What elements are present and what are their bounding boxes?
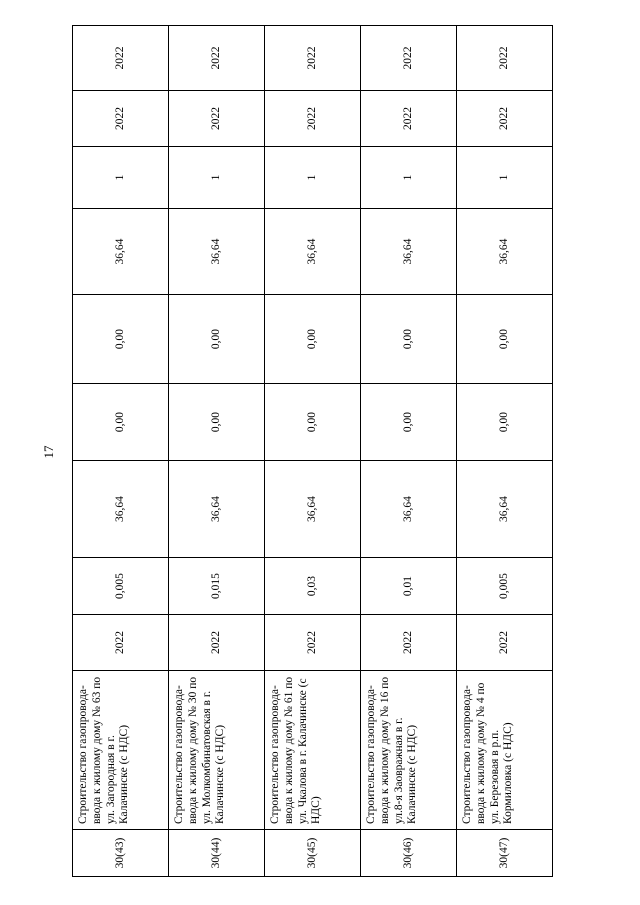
year-a: 2022	[265, 91, 361, 147]
year-a: 2022	[169, 91, 265, 147]
count-value: 1	[73, 147, 169, 209]
table-row	[73, 26, 169, 877]
capacity: 0,01	[361, 558, 457, 615]
object-name: Строительство газопровода-ввода к жилому дому № 61 по ул. Чкалова в г. Калачинске (с НДС)	[265, 671, 361, 830]
sum-value: 36,64	[73, 209, 169, 295]
total-cost: 36,64	[457, 461, 553, 558]
table-row	[361, 26, 457, 877]
table-row	[169, 26, 265, 877]
value-a: 0,00	[457, 384, 553, 461]
value-a: 0,00	[169, 384, 265, 461]
year-start: 2022	[361, 615, 457, 671]
value-b: 0,00	[457, 295, 553, 384]
value-b: 0,00	[361, 295, 457, 384]
rotated-table-container	[72, 26, 553, 877]
year-b: 2022	[73, 26, 169, 91]
page-number: 17	[41, 445, 56, 459]
object-name: Строительство газопровода-ввода к жилому дому № 4 по ул. Березовая в р.п. Кормиловка (с НДС)	[457, 671, 553, 830]
value-b: 0,00	[73, 295, 169, 384]
table-frame	[72, 26, 553, 877]
object-name: Строительство газопровода-ввода к жилому дому № 16 по ул.8-я Заовражная в г. Калачинске (с НДС)	[361, 671, 457, 830]
row-number: 30(43)	[73, 830, 169, 877]
year-a: 2022	[361, 91, 457, 147]
count-value: 1	[169, 147, 265, 209]
value-b: 0,00	[169, 295, 265, 384]
year-b: 2022	[361, 26, 457, 91]
table-body	[73, 26, 553, 877]
year-start: 2022	[73, 615, 169, 671]
total-cost: 36,64	[361, 461, 457, 558]
row-number: 30(44)	[169, 830, 265, 877]
sum-value: 36,64	[265, 209, 361, 295]
capacity: 0,005	[457, 558, 553, 615]
count-value: 1	[361, 147, 457, 209]
object-name: Строительство газопровода-ввода к жилому дому № 63 по ул. Загородная в г. Калачинске (с НДС)	[73, 671, 169, 830]
count-value: 1	[457, 147, 553, 209]
object-name: Строительство газопровода-ввода к жилому дому № 30 по ул. Молкомбинатовская в г. Калачинске (с НДС)	[169, 671, 265, 830]
data-table	[72, 25, 553, 877]
value-b: 0,00	[265, 295, 361, 384]
year-b: 2022	[457, 26, 553, 91]
row-number: 30(46)	[361, 830, 457, 877]
table-row	[265, 26, 361, 877]
year-b: 2022	[169, 26, 265, 91]
sum-value: 36,64	[169, 209, 265, 295]
table-row	[457, 26, 553, 877]
sum-value: 36,64	[457, 209, 553, 295]
total-cost: 36,64	[169, 461, 265, 558]
row-number: 30(45)	[265, 830, 361, 877]
year-start: 2022	[265, 615, 361, 671]
year-a: 2022	[73, 91, 169, 147]
value-a: 0,00	[265, 384, 361, 461]
year-start: 2022	[169, 615, 265, 671]
year-a: 2022	[457, 91, 553, 147]
row-number: 30(47)	[457, 830, 553, 877]
capacity: 0,015	[169, 558, 265, 615]
year-start: 2022	[457, 615, 553, 671]
count-value: 1	[265, 147, 361, 209]
capacity: 0,005	[73, 558, 169, 615]
capacity: 0,03	[265, 558, 361, 615]
sum-value: 36,64	[361, 209, 457, 295]
total-cost: 36,64	[73, 461, 169, 558]
value-a: 0,00	[361, 384, 457, 461]
year-b: 2022	[265, 26, 361, 91]
value-a: 0,00	[73, 384, 169, 461]
total-cost: 36,64	[265, 461, 361, 558]
